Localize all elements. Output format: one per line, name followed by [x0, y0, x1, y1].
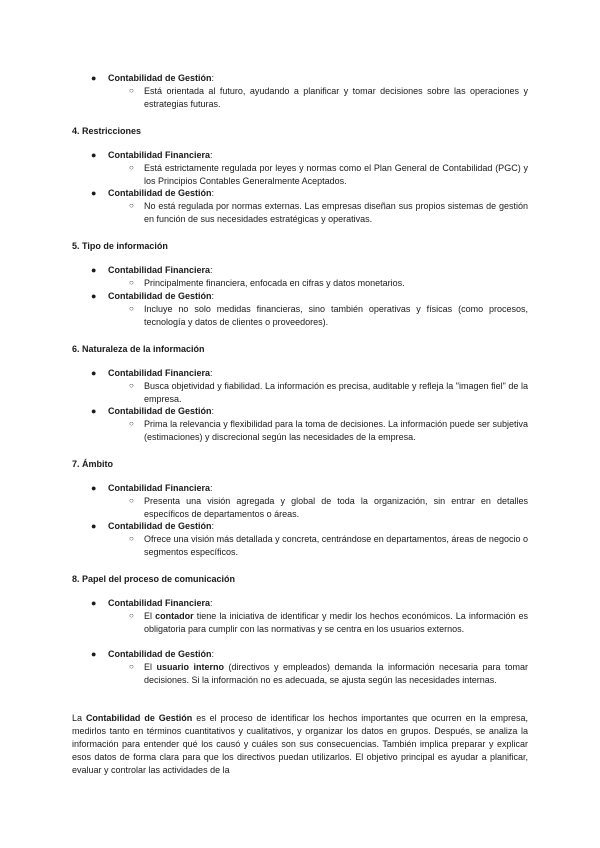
sub-item-text: Prima la relevancia y flexibilidad para la toma de decisiones. La información puede ser subjetiva (estimaciones) y discrecional según las necesidades de la empresa. — [144, 419, 528, 442]
item-title: Contabilidad Financiera — [108, 368, 211, 378]
bullet-icon: ● — [91, 150, 97, 160]
paragraph-emphasis: Contabilidad de Gestión — [85, 713, 193, 723]
sub-item-text-post: tiene la iniciativa de identificar y medir los hechos económicos. La información es obligatoria para cumplir con las normativas y se centra en los usuarios externos. — [144, 611, 528, 634]
section-heading: 5. Tipo de información — [72, 241, 168, 251]
sub-item — [129, 661, 528, 686]
sub-item — [129, 303, 528, 328]
item-title: Contabilidad Financiera — [108, 265, 211, 275]
sub-item-text: Está estrictamente regulada por leyes y normas como el Plan General de Contabilidad (PGC) y los Principios Contables Generalmente Aceptados. — [144, 163, 528, 186]
list-item: ● Contabilidad Financiera: — [91, 265, 213, 275]
section-heading: 6. Naturaleza de la información — [72, 344, 205, 354]
list-item: ● Contabilidad de Gestión: — [91, 406, 215, 416]
list-item: ● Contabilidad Financiera: — [91, 368, 213, 378]
sub-item — [129, 380, 528, 405]
list-item: ● Contabilidad Financiera: — [91, 483, 213, 493]
item-title: Contabilidad Financiera — [108, 150, 211, 160]
paragraph-text-post: es el proceso de identificar los hechos importantes que ocurren en la empresa, medirlos tanto en términos cuantitativos y cualitativos, y organizar los datos en grupos. Después, se analiza la información para entender qué los causó y cuáles son sus consecuencias. También implica preparar y explicar esos datos de forma clara para que los directivos puedan utilizarlos. El objetivo principal es ayudar a planificar, evaluar y controlar las actividades de la — [72, 713, 528, 775]
sub-item-text-post: (directivos y empleados) demanda la información necesaria para tomar decisiones. Si la información no es adecuada, se ajusta según las necesidades internas. — [144, 662, 528, 685]
circle-bullet-icon: ○ — [129, 381, 134, 390]
circle-bullet-icon: ○ — [129, 278, 134, 287]
sub-item-text: Está orientada al futuro, ayudando a planificar y tomar decisiones sobre las operaciones y estrategias futuras. — [144, 86, 528, 109]
item-title: Contabilidad de Gestión — [108, 406, 212, 416]
paragraph-text-pre: La — [72, 713, 86, 723]
section-heading: 7. Ámbito — [72, 459, 114, 469]
sub-item — [129, 162, 528, 187]
bullet-icon: ● — [91, 649, 97, 659]
list-item: ● Contabilidad de Gestión: — [91, 188, 215, 198]
bullet-icon: ● — [91, 521, 97, 531]
bullet-icon: ● — [91, 291, 97, 301]
sub-item — [129, 277, 528, 290]
list-item: ● Contabilidad Financiera: — [91, 150, 213, 160]
item-title: Contabilidad de Gestión — [108, 188, 212, 198]
circle-bullet-icon: ○ — [129, 163, 134, 172]
bullet-icon: ● — [91, 188, 97, 198]
sub-item — [129, 495, 528, 520]
sub-item — [129, 533, 528, 558]
sub-item-text: Incluye no solo medidas financieras, sino también operativas y físicas (como procesos, tecnología y datos de clientes o proveedores). — [144, 304, 528, 327]
sub-item-text-pre: El — [144, 611, 156, 621]
list-item: ● Contabilidad de Gestión: — [91, 291, 215, 301]
circle-bullet-icon: ○ — [129, 662, 134, 671]
bullet-icon: ● — [91, 483, 97, 493]
item-title: Contabilidad Financiera — [108, 483, 211, 493]
item-title: Contabilidad Financiera — [108, 598, 211, 608]
sub-item-text-pre: El — [144, 662, 157, 672]
circle-bullet-icon: ○ — [129, 419, 134, 428]
bullet-icon: ● — [91, 598, 97, 608]
list-item: ● Contabilidad Financiera: — [91, 598, 213, 608]
circle-bullet-icon: ○ — [129, 611, 134, 620]
item-title: Contabilidad de Gestión — [108, 649, 212, 659]
sub-item-text: Ofrece una visión más detallada y concreta, centrándose en departamentos, áreas de negocio o segmentos específicos. — [144, 534, 528, 557]
item-title: Contabilidad de Gestión — [108, 73, 212, 83]
circle-bullet-icon: ○ — [129, 86, 134, 95]
circle-bullet-icon: ○ — [129, 496, 134, 505]
list-item: ● Contabilidad de Gestión: — [91, 649, 215, 659]
sub-item-emphasis: contador — [155, 611, 194, 621]
sub-item-text: Principalmente financiera, enfocada en cifras y datos monetarios. — [144, 278, 405, 288]
sub-item — [129, 418, 528, 443]
section-heading: 4. Restricciones — [72, 126, 142, 136]
bullet-icon: ● — [91, 368, 97, 378]
sub-item — [129, 610, 528, 635]
list-item: ● Contabilidad de Gestión: — [91, 521, 215, 531]
list-item: ● Contabilidad de Gestión: — [91, 73, 215, 83]
sub-item-text: Busca objetividad y fiabilidad. La información es precisa, auditable y refleja la "imagen fiel" de la empresa. — [144, 381, 528, 404]
sub-item — [129, 200, 528, 225]
closing-paragraph — [72, 712, 528, 777]
sub-item-text: No está regulada por normas externas. Las empresas diseñan sus propios sistemas de gestión en función de sus necesidades estratégicas y operativas. — [144, 201, 528, 224]
bullet-icon: ● — [91, 265, 97, 275]
item-title: Contabilidad de Gestión — [108, 291, 212, 301]
bullet-icon: ● — [91, 73, 97, 83]
sub-item-text: Presenta una visión agregada y global de toda la organización, sin entrar en detalles específicos de departamentos o áreas. — [144, 496, 528, 519]
section-heading: 8. Papel del proceso de comunicación — [72, 574, 236, 584]
sub-item-emphasis: usuario interno — [156, 662, 224, 672]
circle-bullet-icon: ○ — [129, 534, 134, 543]
item-title: Contabilidad de Gestión — [108, 521, 212, 531]
sub-item — [129, 85, 528, 110]
bullet-icon: ● — [91, 406, 97, 416]
circle-bullet-icon: ○ — [129, 304, 134, 313]
circle-bullet-icon: ○ — [129, 201, 134, 210]
